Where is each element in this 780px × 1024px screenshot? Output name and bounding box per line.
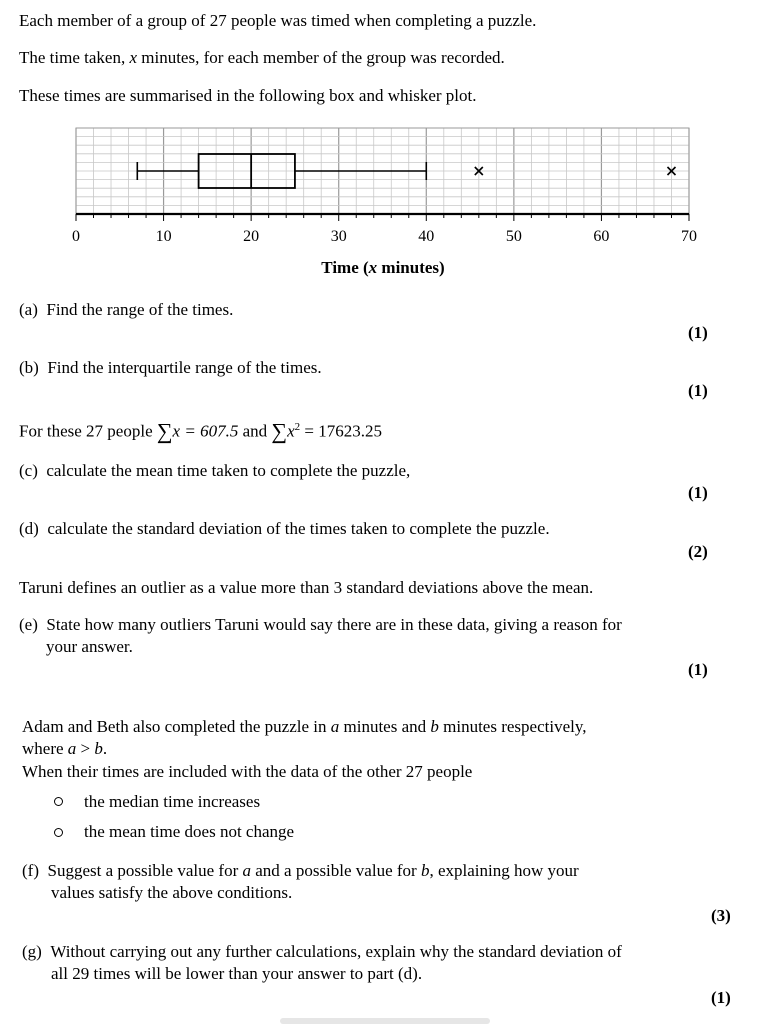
question-b	[19, 358, 322, 378]
adam-line-1b: minutes and	[339, 717, 431, 736]
intro-line-2-start: The time taken,	[19, 48, 130, 67]
question-a-label: (a)	[19, 300, 38, 319]
question-f-marks: (3)	[711, 906, 731, 925]
variable-a-3: a	[242, 861, 251, 880]
adam-line-2-end: .	[102, 739, 108, 758]
sum-x-squared-value: = 17623.25	[300, 421, 382, 441]
tick-label: 20	[243, 228, 260, 245]
question-g-line-1	[22, 942, 622, 962]
box-and-whisker-plot	[0, 120, 780, 280]
question-b-marks: (1)	[688, 381, 708, 400]
variable-a-2: a	[67, 739, 77, 758]
taruni-definition: Taruni defines an outlier as a value more than 3 standard deviations above the mean.	[19, 578, 594, 597]
variable-b-3: b	[420, 861, 430, 880]
adam-line-1c: minutes respectively,	[438, 717, 587, 736]
question-f-label: (f)	[22, 861, 39, 880]
intro-line-1: Each member of a group of 27 people was timed when completing a puzzle.	[19, 11, 537, 30]
question-b-text: Find the interquartile range of the times.	[47, 358, 322, 377]
sigma-symbol: ∑	[156, 418, 173, 444]
question-a-text: Find the range of the times.	[46, 300, 234, 319]
x-axis	[72, 214, 697, 245]
question-e-text-1: State how many outliers Taruni would say there are in these data, giving a reason for	[46, 615, 622, 634]
adam-beth-line-1	[22, 717, 587, 737]
question-d-marks: (2)	[688, 542, 708, 561]
question-d-text: calculate the standard deviation of the times taken to complete the puzzle.	[47, 519, 550, 538]
question-g-text-1: Without carrying out any further calculations, explain why the standard deviation of	[50, 942, 622, 961]
tick-label: 50	[505, 228, 522, 245]
intro-line-2	[19, 48, 505, 68]
x-axis-label-post: minutes)	[377, 258, 445, 277]
x-axis-label	[321, 258, 444, 277]
question-f-line-2: values satisfy the above conditions.	[51, 883, 293, 902]
variable-b: b	[430, 717, 439, 736]
question-c	[19, 461, 410, 481]
sigma-symbol-2: ∑	[271, 418, 288, 444]
variable-x: x	[129, 48, 138, 67]
intro-line-3: These times are summarised in the following box and whisker plot.	[19, 86, 477, 105]
adam-beth-line-3: When their times are included with the data of the other 27 people	[22, 762, 473, 781]
question-e-line-1	[19, 615, 622, 635]
intro-line-2-end: minutes, for each member of the group was recorded.	[137, 48, 505, 67]
question-c-label: (c)	[19, 461, 38, 480]
question-f-text-1c: , explaining how your	[429, 861, 579, 880]
adam-beth-line-2	[22, 739, 107, 759]
question-a	[19, 300, 233, 320]
question-a-marks: (1)	[688, 323, 708, 342]
sum-x: x = 607.5	[172, 421, 239, 441]
question-d-label: (d)	[19, 519, 39, 538]
tick-label: 30	[330, 228, 347, 245]
question-e-marks: (1)	[688, 660, 708, 679]
adam-line-1a: Adam and Beth also completed the puzzle in	[22, 717, 331, 736]
bullet-item-2: the mean time does not change	[84, 822, 295, 841]
question-e-line-2: your answer.	[46, 637, 133, 656]
summary-statistics	[19, 417, 382, 442]
tick-label: 70	[681, 228, 697, 245]
bullet-icon	[54, 797, 63, 806]
sums-prefix: For these 27 people	[19, 421, 157, 441]
page-footer-shade	[280, 1018, 490, 1024]
sum-x-squared-var: x	[287, 421, 295, 441]
squared-superscript: 2	[294, 421, 301, 433]
variable-b-2: b	[94, 739, 103, 758]
tick-label: 10	[155, 228, 172, 245]
question-g-line-2: all 29 times will be lower than your answer to part (d).	[51, 964, 423, 983]
tick-label: 0	[72, 228, 80, 245]
tick-label: 40	[418, 228, 435, 245]
question-b-label: (b)	[19, 358, 39, 377]
sums-and: and	[238, 421, 272, 441]
x-axis-label-pre: Time (	[321, 258, 369, 277]
bullet-icon	[54, 828, 63, 837]
greater-than: >	[76, 739, 95, 758]
question-e-label: (e)	[19, 615, 38, 634]
x-axis-label-var: x	[368, 258, 378, 277]
variable-a: a	[330, 717, 340, 736]
tick-label: 60	[593, 228, 610, 245]
bullet-item-1: the median time increases	[84, 792, 261, 811]
question-d	[19, 519, 550, 539]
question-c-marks: (1)	[688, 483, 708, 502]
question-f-text-1a: Suggest a possible value for	[47, 861, 243, 880]
question-f-line-1	[22, 861, 579, 881]
question-g-label: (g)	[22, 942, 42, 961]
question-f-text-1b: and a possible value for	[250, 861, 421, 880]
question-g-marks: (1)	[711, 988, 731, 1007]
adam-line-2a: where	[22, 739, 68, 758]
question-c-text: calculate the mean time taken to complete the puzzle,	[46, 461, 411, 480]
